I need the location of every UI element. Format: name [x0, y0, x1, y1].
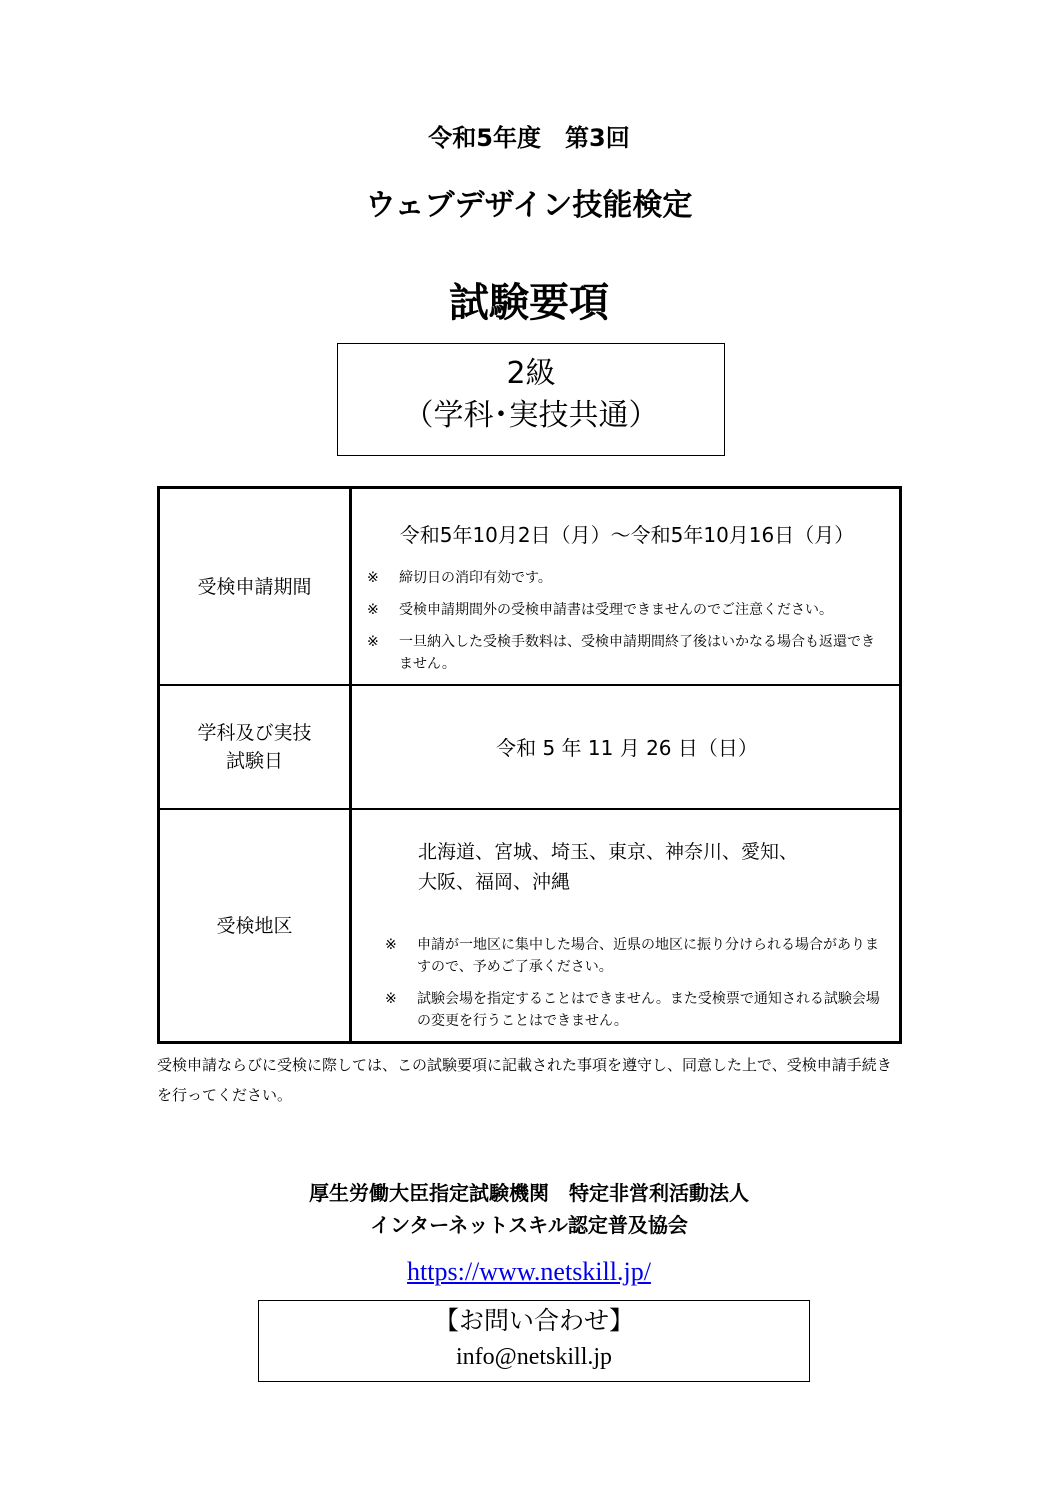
grade-scope: （学科･実技共通）	[403, 398, 659, 433]
table-row-exam-areas	[160, 810, 899, 1041]
note-item: ※ 受検申請期間外の受検申請書は受理できませんのでご注意ください。	[367, 602, 833, 618]
contact-heading: 【お問い合わせ】	[433, 1308, 634, 1335]
row-label-exam-areas: 受検地区	[160, 810, 352, 1041]
exam-name: ウェブデザイン技能検定	[365, 188, 693, 223]
application-period-value: 令和5年10月2日（月）～令和5年10月16日（月）	[399, 523, 855, 547]
table-row-application-period	[160, 489, 899, 686]
exam-info-table	[157, 486, 902, 1044]
grade-box	[337, 343, 725, 456]
row-cell-application-period	[355, 489, 899, 684]
row-cell-exam-areas	[355, 810, 899, 1041]
note-item: ※ 締切日の消印有効です。	[367, 570, 552, 586]
note-item: ※ 試験会場を指定することはできません。また受検票で通知される試験会場の変更を行うことはできません。	[385, 991, 880, 1029]
row-cell-exam-date	[355, 686, 899, 808]
exam-date-value: 令和 5 年 11 月 26 日（日）	[496, 736, 758, 760]
table-row-exam-date	[160, 686, 899, 810]
grade-label: 2級	[506, 356, 556, 391]
website-link[interactable]: https://www.netskill.jp/	[407, 1257, 651, 1286]
header-year-round: 令和5年度 第3回	[428, 124, 630, 152]
exam-areas-value: 北海道、宮城、埼玉、東京、神奈川、愛知、 大阪、福岡、沖縄	[418, 841, 799, 893]
organization-name: 厚生労働大臣指定試験機関 特定非営利活動法人 インターネットスキル認定普及協会	[309, 1181, 749, 1237]
doc-title: 試験要項	[449, 280, 609, 326]
compliance-footnote: 受検申請ならびに受検に際しては、この試験要項に記載された事項を遵守し、同意した上で、受検申請手続きを行ってください。	[157, 1056, 892, 1104]
row-label-exam-date: 学科及び実技 試験日	[160, 686, 352, 808]
contact-email[interactable]: info@netskill.jp	[455, 1344, 613, 1370]
note-item: ※ 申請が一地区に集中した場合、近県の地区に振り分けられる場合がありますので、予めご了承ください。	[385, 937, 879, 975]
contact-box	[258, 1300, 810, 1382]
note-item: ※ 一旦納入した受検手数料は、受検申請期間終了後はいかなる場合も返還できません。	[367, 634, 875, 672]
row-label-application-period: 受検申請期間	[160, 489, 352, 684]
